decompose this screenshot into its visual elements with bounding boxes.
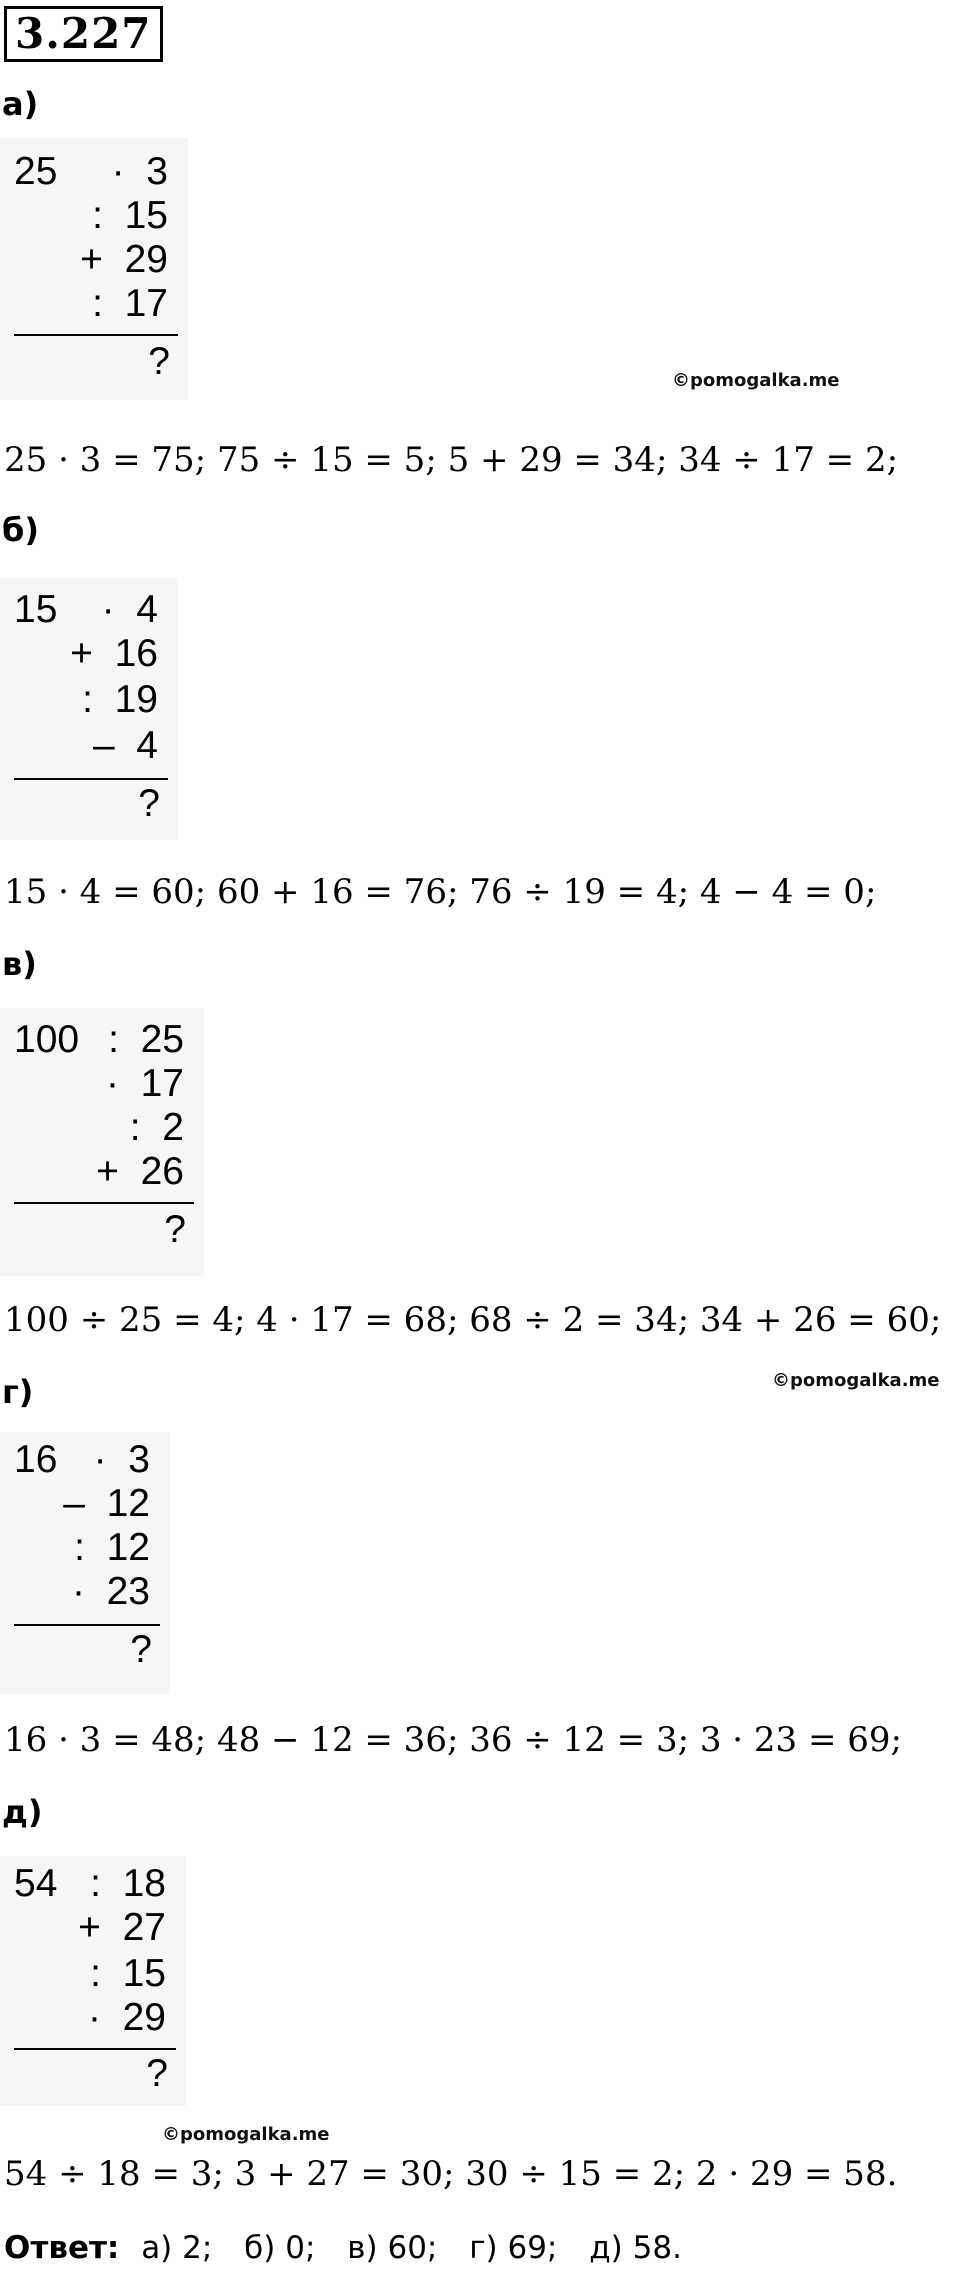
scheme-operation: + 26 bbox=[96, 1150, 184, 1193]
section-b-label: б) bbox=[2, 511, 39, 549]
scheme-operation: + 27 bbox=[78, 1906, 166, 1949]
section-a-solution: 25 · 3 = 75; 75 ÷ 15 = 5; 5 + 29 = 34; 34 ÷ 17 = 2; bbox=[4, 440, 899, 480]
answer-item: в) 60; bbox=[347, 2230, 438, 2266]
scheme-first-row bbox=[14, 588, 158, 632]
scheme-operation: : 12 bbox=[74, 1526, 150, 1569]
answer-label: Ответ: bbox=[4, 2230, 120, 2266]
section-b-solution: 15 · 4 = 60; 60 + 16 = 76; 76 ÷ 19 = 4; 4 − 4 = 0; bbox=[4, 872, 877, 912]
scheme-operation: : 19 bbox=[82, 678, 158, 721]
scheme-first-row bbox=[14, 1018, 184, 1062]
section-g-solution: 16 · 3 = 48; 48 − 12 = 36; 36 ÷ 12 = 3; 3 · 23 = 69; bbox=[4, 1720, 902, 1760]
answer-item: д) 58. bbox=[589, 2230, 682, 2266]
scheme-operation: : 2 bbox=[129, 1106, 184, 1149]
section-g-label: г) bbox=[2, 1373, 34, 1411]
scheme-first-row bbox=[14, 1862, 166, 1906]
scheme-start-number: 54 bbox=[14, 1862, 58, 1905]
scheme-first-row bbox=[14, 1438, 150, 1482]
section-d-label: д) bbox=[2, 1793, 43, 1831]
problem-number: 3.227 bbox=[4, 6, 163, 62]
scheme-operation: : 18 bbox=[90, 1862, 166, 1905]
answer-item: а) 2; bbox=[141, 2230, 213, 2266]
scheme-operation: – 4 bbox=[92, 724, 158, 767]
scheme-start-number: 100 bbox=[14, 1018, 80, 1061]
scheme-operation: · 4 bbox=[101, 588, 158, 631]
scheme-result: ? bbox=[130, 1628, 152, 1671]
watermark: ©pomogalka.me bbox=[772, 1370, 940, 1391]
scheme-operation: · 29 bbox=[87, 1996, 166, 2039]
answer-item: б) 0; bbox=[244, 2230, 316, 2266]
section-d-scheme bbox=[0, 1856, 186, 2106]
scheme-result: ? bbox=[138, 782, 160, 825]
scheme-operation: : 17 bbox=[92, 282, 168, 325]
scheme-operation: · 3 bbox=[93, 1438, 150, 1481]
scheme-operation: + 16 bbox=[70, 632, 158, 675]
scheme-divider bbox=[14, 2048, 176, 2050]
section-a-label: а) bbox=[2, 85, 39, 123]
scheme-operation: : 15 bbox=[92, 194, 168, 237]
section-g-scheme bbox=[0, 1432, 170, 1694]
section-b-scheme bbox=[0, 578, 178, 840]
section-v-scheme bbox=[0, 1008, 204, 1276]
scheme-start-number: 25 bbox=[14, 150, 58, 193]
scheme-result: ? bbox=[148, 340, 170, 383]
answer-line bbox=[4, 2228, 704, 2268]
scheme-result: ? bbox=[146, 2052, 168, 2095]
scheme-operation: · 3 bbox=[111, 150, 168, 193]
section-a-scheme bbox=[0, 138, 188, 400]
scheme-first-row bbox=[14, 150, 168, 194]
scheme-divider bbox=[14, 778, 168, 780]
scheme-start-number: 16 bbox=[14, 1438, 58, 1481]
scheme-divider bbox=[14, 1202, 194, 1204]
section-v-label: в) bbox=[2, 945, 37, 983]
scheme-divider bbox=[14, 334, 178, 336]
scheme-operation: · 17 bbox=[105, 1062, 184, 1105]
scheme-result: ? bbox=[164, 1208, 186, 1251]
scheme-operation: – 12 bbox=[63, 1482, 150, 1525]
scheme-start-number: 15 bbox=[14, 588, 58, 631]
scheme-divider bbox=[14, 1624, 160, 1626]
watermark: ©pomogalka.me bbox=[672, 370, 840, 391]
watermark: ©pomogalka.me bbox=[162, 2124, 330, 2145]
section-v-solution: 100 ÷ 25 = 4; 4 · 17 = 68; 68 ÷ 2 = 34; 34 + 26 = 60; bbox=[4, 1300, 942, 1340]
section-d-solution: 54 ÷ 18 = 3; 3 + 27 = 30; 30 ÷ 15 = 2; 2 · 29 = 58. bbox=[4, 2154, 898, 2194]
answer-item: г) 69; bbox=[469, 2230, 558, 2266]
scheme-operation: : 25 bbox=[108, 1018, 184, 1061]
scheme-operation: : 15 bbox=[90, 1952, 166, 1995]
scheme-operation: · 23 bbox=[71, 1570, 150, 1613]
scheme-operation: + 29 bbox=[80, 238, 168, 281]
